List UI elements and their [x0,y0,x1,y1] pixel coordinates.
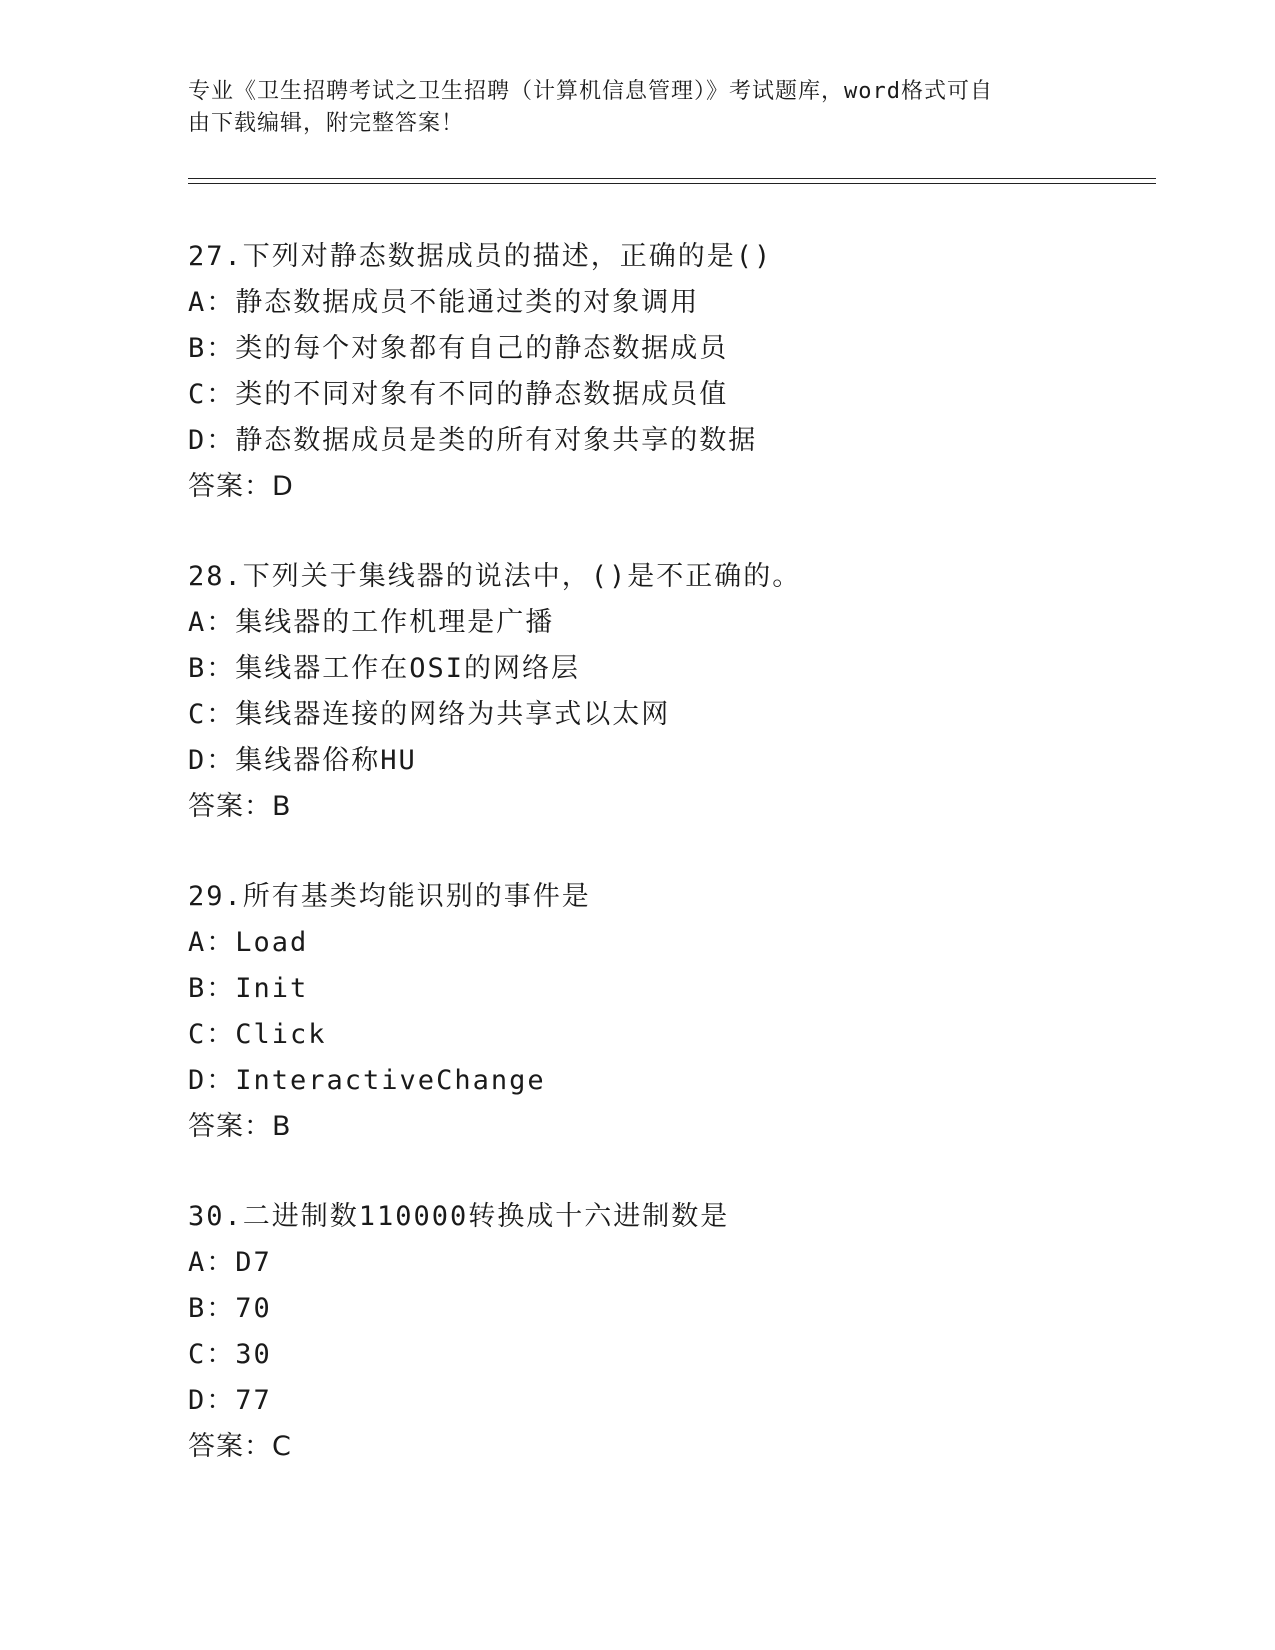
option-b: B：Init [188,973,309,1004]
question-block [188,874,1138,1150]
option-b: B：集线器工作在OSI的网络层 [188,653,581,684]
option-b: B：类的每个对象都有自己的静态数据成员 [188,333,729,364]
question-block [188,554,1138,830]
answer-key: 答案：D [188,471,294,502]
document-header [188,76,1088,140]
answer-key: 答案：B [188,1111,292,1142]
option-c: C：30 [188,1339,272,1370]
header-line-1: 专业《卫生招聘考试之卫生招聘（计算机信息管理）》考试题库，word格式可自 [188,79,993,104]
option-c: C：Click [188,1019,327,1050]
option-c: C：类的不同对象有不同的静态数据成员值 [188,379,729,410]
header-line-2: 由下载编辑，附完整答案！ [188,111,465,136]
answer-key: 答案：B [188,791,292,822]
option-d: D：集线器俗称HU [188,745,417,776]
header-divider-bottom [188,183,1156,184]
question-stem: 29.所有基类均能识别的事件是 [188,881,591,912]
answer-key: 答案：C [188,1431,292,1462]
question-stem: 27.下列对静态数据成员的描述，正确的是() [188,241,773,272]
option-d: D：77 [188,1385,272,1416]
option-c: C：集线器连接的网络为共享式以太网 [188,699,671,730]
option-a: A：D7 [188,1247,272,1278]
option-d: D：InteractiveChange [188,1065,546,1096]
question-stem: 30.二进制数110000转换成十六进制数是 [188,1201,730,1232]
option-a: A：Load [188,927,309,958]
option-d: D：静态数据成员是类的所有对象共享的数据 [188,425,758,456]
header-divider-top [188,178,1156,179]
question-block [188,1194,1138,1470]
question-block [188,234,1138,510]
question-stem: 28.下列关于集线器的说法中，()是不正确的。 [188,561,802,592]
option-b: B：70 [188,1293,272,1324]
option-a: A：集线器的工作机理是广播 [188,607,555,638]
option-a: A：静态数据成员不能通过类的对象调用 [188,287,700,318]
